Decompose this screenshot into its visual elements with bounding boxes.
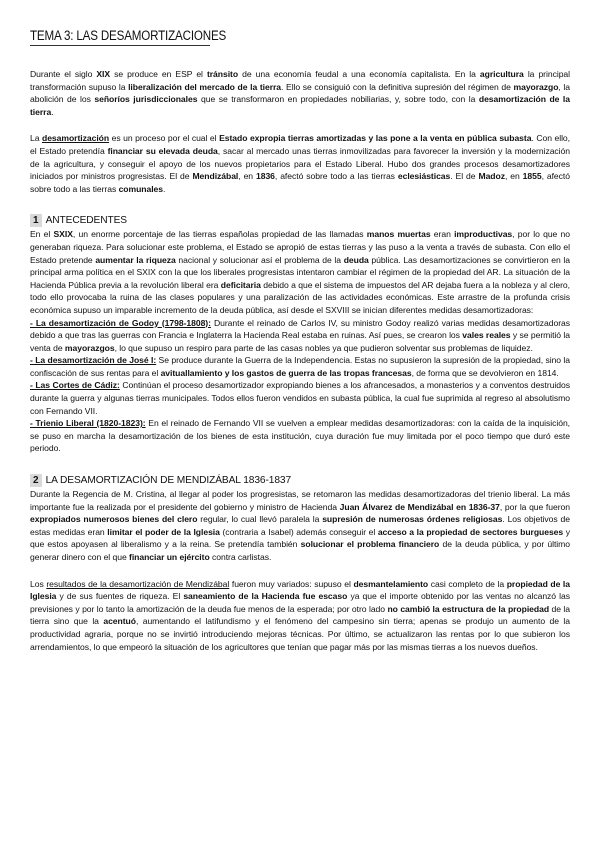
godoy-item: - La desamortización de Godoy (1798-1808): Durante el reinado de Carlos IV, su ministro Godoy realizó varias medidas desamortizadoras debido a que tras las guerras con Francia e Inglaterra la Hacienda Real estaba en ruinas. Así pues, se crearon los vales reales y se permitió la venta de mayorazgos, lo que supuso un respiro para parte de las casas nobles ya que pudieron solventar sus problemas de liquidez. — [30, 317, 570, 353]
page-title: TEMA 3: LAS DESAMORTIZACIONES — [30, 28, 227, 43]
section-1-number: 1 — [30, 214, 42, 227]
section-2-paragraph-1: Durante la Regencia de M. Cristina, al llegar al poder los progresistas, se retomaron las medidas desamortizadoras del trienio liberal. La más importante fue la realizada por el presidente del gobierno y ministro de Hacienda Juan Álvarez de Mendizábal en 1836-37, por la que fueron expropiados numerosos bienes del clero regular, lo cual llevó paralela la supresión de numerosas órdenes religiosas. Los objetivos de estas medidas eran limitar el poder de la Iglesia (contraria a Isabel) además conseguir el acceso a la propiedad de sectores burgueses y que estos apoyasen al liberalismo y a la reina. Se pretendía también solucionar el problema financiero de la deuda pública, y por último generar dinero con el que financiar un ejército contra carlistas. — [30, 489, 571, 562]
intro-paragraph-2: La desamortización es un proceso por el cual el Estado expropia tierras amortizadas y las pone a la venta en pública subasta. Con ello, el Estado pretendía financiar su elevada deuda, sacar al mercado unas tierras inmovilizadas para favorecer la inversión y la modernización de la agricultura, y conseguir el apoyo de los nuevos propietarios para el Estado Liberal. Hubo dos grandes procesos desamortizadores iniciados por ministros progresistas. El de Mendizábal, en 1836, afectó sobre todo a las tierras eclesiásticas. El de Madoz, en 1855, afectó sobre todo a las tierras comunales. — [30, 133, 570, 194]
section-2-heading — [30, 473, 570, 488]
trienio-item: - Trienio Liberal (1820-1823): En el reinado de Fernando VII se vuelven a emplear medidas desamortizadoras: con la caída de la inquisición, se puso en marcha la desamortización de los bienes de esta institución, cuya duración fue muy limitada por el poco tiempo que duró este periodo. — [30, 418, 571, 454]
section-2-paragraph-2: Los resultados de la desamortización de Mendizábal fueron muy variados: supuso el desmantelamiento casi completo de la propiedad de la Iglesia y de sus fuentes de riqueza. El saneamiento de la Hacienda fue escaso ya que el importe obtenido por las ventas no alcanzó las previsiones y por lo tanto la amortización de la deuda fue menos de la esperada; por otro lado no cambió la estructura de la propiedad de la tierra sino que la acentuó, aumentando el latifundismo y el fenómeno del campesino sin tierra; apenas se produjo un aumento de la productividad agraria, porque no se invirtió introduciendo mejoras técnicas. Por último, se actualizaron las rentas por lo que subieron los arrendamientos, lo que empeoró la situación de los agricultores que tenían que pagar más por las mismas tierras a los nuevos dueños. — [30, 578, 571, 652]
intro-paragraph-1: Durante el siglo XIX se produce en ESP el tránsito de una economía feudal a una economía capitalista. En la agricultura la principal transformación supuso la liberalización del mercado de la tierra. Ello se consiguió con la definitiva supresión del régimen de mayorazgo, la abolición de los señoríos jurisdiccionales que se transformaron en propiedades nobiliarias, y, sobre todo, con la desamortización de la tierra. — [30, 69, 571, 117]
section-2-number: 2 — [30, 474, 42, 487]
section-1-heading — [30, 213, 570, 228]
cadiz-item: - Las Cortes de Cádiz: Continúan el proceso desamortizador expropiando bienes a los afrancesados, a monasterios y a conventos destruidos durante la guerra y algunas tierras municipales. Todos ellos fueron vendidos en subasta pública, la cual fue suprimida al regreso al absolutismo con Fernando VII. — [30, 380, 570, 416]
jose-item: - La desamortización de José I: Se produce durante la Guerra de la Independencia. Estas no supusieron la supresión de la propiedad, sino la confiscación de sus rentas para el avituallamiento y los gastos de guerra de las tropas francesas, de forma que se devolvieron en 1814. — [30, 355, 570, 378]
section-2-title: LA DESAMORTIZACIÓN DE MENDIZÁBAL 1836-1837 — [45, 475, 292, 487]
section-1-paragraph: En el SXIX, un enorme porcentaje de las tierras españolas propiedad de las llamadas manos muertas eran improductivas, por lo que no generaban riqueza. Para solucionar este problema, el Estado se apropió de estas tierras y las puso a la venta a través de subasta. Con ello el Estado pretende aumentar la riqueza nacional y solucionar así el problema de la deuda pública. Las desamortizaciones se convirtieron en la principal arma política en el SXIX con la que los liberales progresistas intentaron cambiar el régimen de la propiedad del AR. La situación de la Hacienda Pública previa a la revolución liberal era deficitaria debido a que el sistema de impuestos del AR dejaba fuera a la nobleza y al clero, todo ello provocaba la ruina de las clases populares y una paralización de las actividades económicas. Este arrastre de la profunda crisis económica supuso un imparable incremento de la deuda pública, así desde el SXVIII se inician diferentes medidas desamortizadoras: — [30, 229, 571, 315]
section-1-title: ANTECEDENTES — [45, 215, 128, 227]
